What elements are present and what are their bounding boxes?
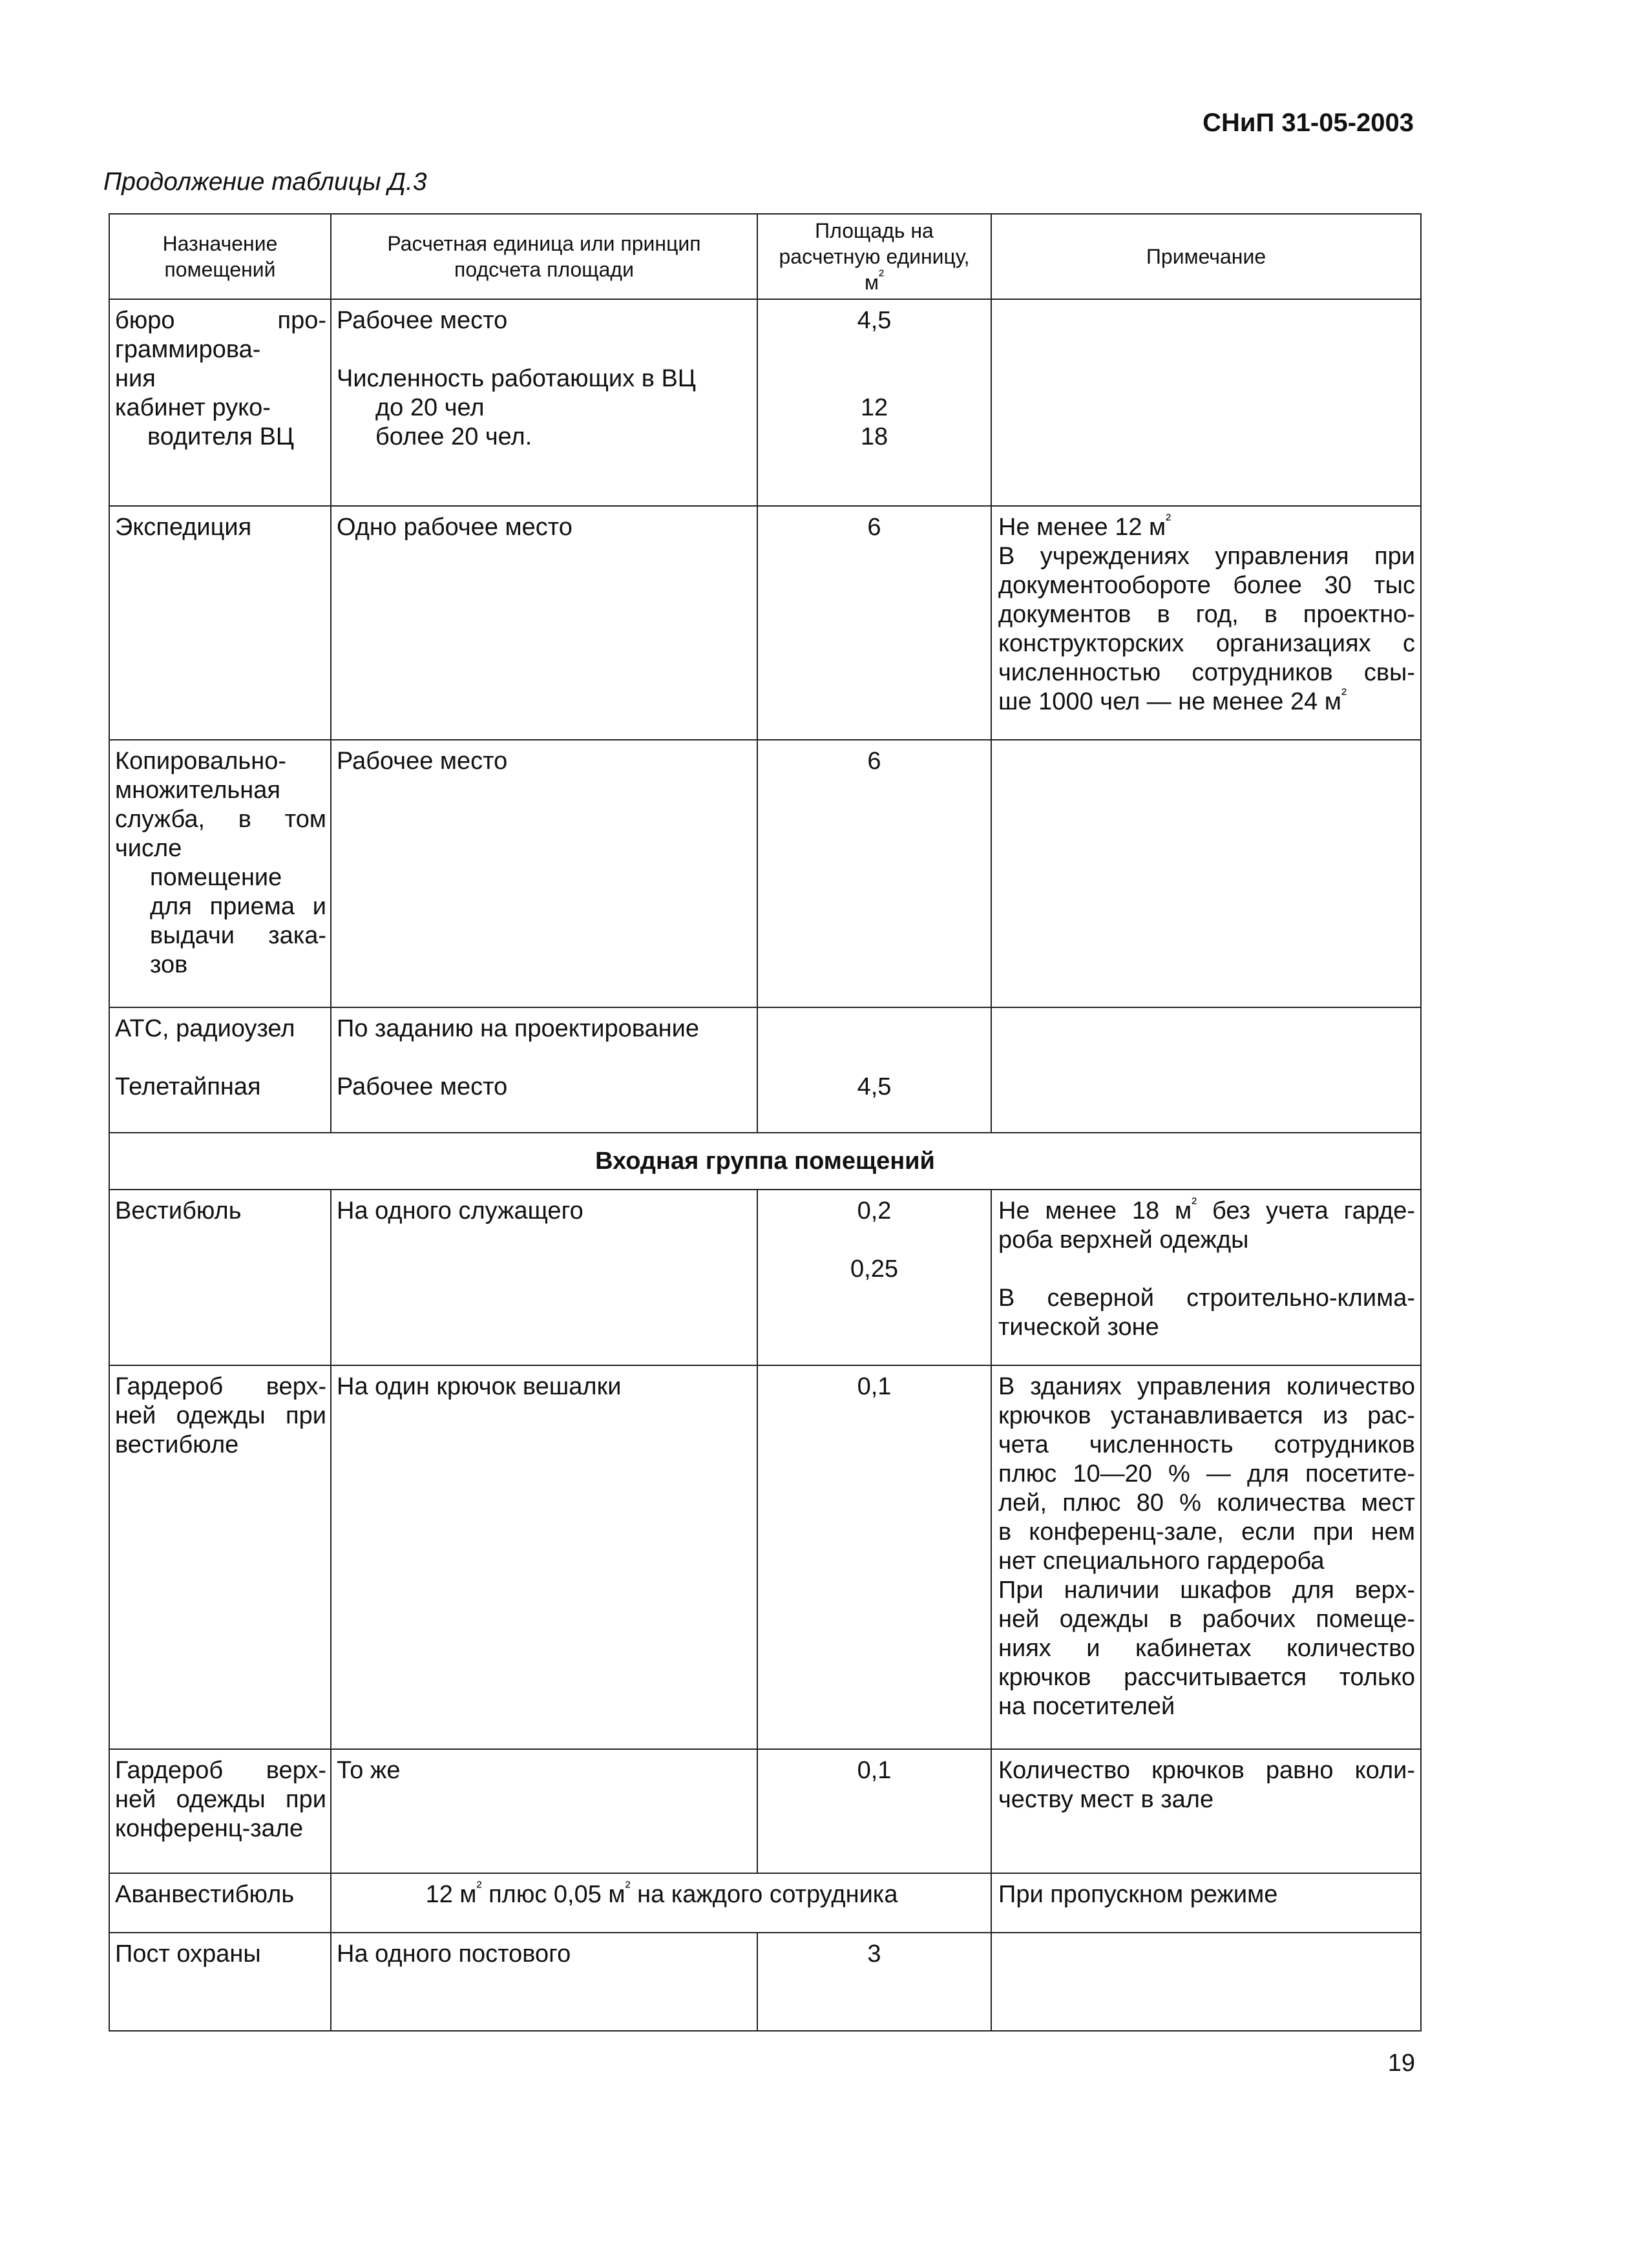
area-cell: 4,5 12 18 [757,299,991,506]
area-cell: 4,5 [757,1007,991,1133]
unit-cell: На один крючок вешалки [331,1365,757,1749]
table-row [109,740,1421,1007]
room-cell: Вестибюль [109,1190,331,1365]
area-cell: 0,1 [757,1365,991,1749]
room-cell: Гардероб верх- ней одежды при вестибюле [109,1365,331,1749]
area-cell: 0,2 0,25 [757,1190,991,1365]
note-cell [991,299,1421,506]
area-cell: 6 [757,506,991,740]
table-header-row [109,214,1421,299]
table-row [109,1933,1421,2031]
header-unit: Расчетная единица или принцип подсчета площади [331,214,757,299]
area-cell: 3 [757,1933,991,2031]
section-title: Входная группа помещений [109,1133,1421,1190]
table-row [109,1007,1421,1133]
note-cell: Не менее 12 $м^{^2}$ В учреждениях управления при документообороте более 30 тыс документов в год, в проектно- конструкторских организациях с численностью сотрудников свы- ше 1000 чел — не менее 24 $м^{^2}$ [991,506,1421,740]
merged-unit-area-cell: 12 $м^{^2}$ плюс 0,05 $м^{^2}$ на каждого сотрудника [331,1873,991,1933]
section-row [109,1133,1421,1190]
note-cell [991,1933,1421,2031]
unit-cell: Рабочее место [331,740,757,1007]
room-cell: Экспедиция [109,506,331,740]
unit-cell: По заданию на проектирование Рабочее место [331,1007,757,1133]
table-row [109,1365,1421,1749]
note-cell: При пропускном режиме [991,1873,1421,1933]
table-row [109,1873,1421,1933]
area-cell: 0,1 [757,1749,991,1873]
page-number: 19 [1387,2050,1415,2077]
table-row [109,1749,1421,1873]
room-cell: Копировально- множительная служба, в том числе помещение для приема и выдачи зака- зов [109,740,331,1007]
note-cell [991,1007,1421,1133]
room-cell: бюро про- граммирова- ния кабинет руко- водителя ВЦ [109,299,331,506]
unit-cell: На одного служащего [331,1190,757,1365]
unit-cell: Одно рабочее место [331,506,757,740]
table-row [109,299,1421,506]
header-note: Примечание [991,214,1421,299]
rooms-table [109,213,1422,2032]
area-cell: 6 [757,740,991,1007]
room-cell: АТС, радиоузел Телетайпная [109,1007,331,1133]
note-cell: В зданиях управления количество крючков устанавливается из рас- чета численность сотрудников плюс 10—20 % — для посетите- лей, плюс 80 % количества мест в конференц-зале, если при нем нет специального гардероба При наличии шкафов для верх- ней одежды в рабочих помеще- ниях и кабинетах количество крючков рассчитывается только на посетителей [991,1365,1421,1749]
unit-cell: На одного постового [331,1933,757,2031]
note-cell: Количество крючков равно коли- честву мест в зале [991,1749,1421,1873]
document-code: СНиП 31-05-2003 [1203,109,1414,137]
note-cell: Не менее 18 $м^{^2}$ без учета гарде- роба верхней одежды В северной строительно-клима- тической зоне [991,1190,1421,1365]
room-cell: Пост охраны [109,1933,331,2031]
header-room: Назначение помещений [109,214,331,299]
table-caption: Продолжение таблицы Д.3 [103,168,427,196]
table-row [109,506,1421,740]
header-area: Площадь на расчетную единицу, $м^{^2}$ [757,214,991,299]
unit-cell: То же [331,1749,757,1873]
table-row [109,1190,1421,1365]
note-cell [991,740,1421,1007]
unit-cell: Рабочее место Численность работающих в ВЦ до 20 чел более 20 чел. [331,299,757,506]
room-cell: Гардероб верх- ней одежды при конференц-зале [109,1749,331,1873]
room-cell: Аванвестибюль [109,1873,331,1933]
